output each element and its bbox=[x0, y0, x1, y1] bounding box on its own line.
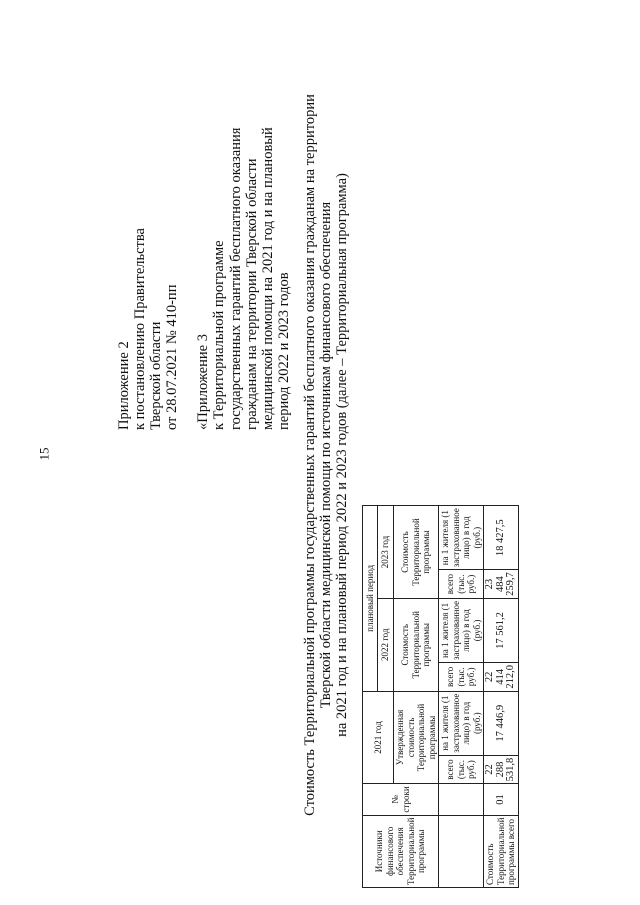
appendix-2-line: к постановлению Правительства bbox=[132, 228, 148, 430]
appendix-3-line: к Территориальной программе bbox=[211, 240, 228, 430]
header-2022: 2022 год bbox=[378, 598, 394, 691]
appendix-3-line: гражданам на территории Тверской области bbox=[243, 158, 260, 430]
header-per-resident-2023: на 1 жителя (1 застрахованное лицо) в год (руб.) bbox=[439, 506, 484, 570]
header-cost-2022: Стоимость Территориальной программы bbox=[394, 598, 439, 691]
header-empty bbox=[439, 784, 484, 815]
document-title bbox=[302, 55, 351, 855]
cell-2023-total: 23 484 259,7 bbox=[484, 570, 519, 599]
appendix-2-line: от 28.07.2021 № 410-пп bbox=[164, 284, 180, 430]
cell-2023-per-resident: 18 427,5 bbox=[484, 506, 519, 570]
appendix-3-line: медицинской помощи на 2021 год и на плановый bbox=[260, 127, 277, 430]
cell-2021-per-resident: 17 446,9 bbox=[484, 691, 519, 755]
header-total-2023: всего (тыс. руб.) bbox=[439, 570, 484, 599]
header-planned-period: плановый период bbox=[363, 506, 378, 691]
appendix-3-line: государственных гарантий бесплатного оказания bbox=[227, 127, 244, 430]
cell-2022-total: 22 414 212,0 bbox=[484, 663, 519, 692]
header-total-2021: всего (тыс. руб.) bbox=[439, 755, 484, 784]
header-source: Источники финансового обеспечения Территориальной программы bbox=[363, 815, 439, 887]
title-line: на 2021 год и на плановый период 2022 и 2023 годов (далее – Территориальная программа) bbox=[334, 173, 351, 737]
appendix-2-header bbox=[116, 70, 180, 430]
table-row bbox=[484, 506, 519, 888]
header-per-resident-2021: на 1 жителя (1 застрахованное лицо) в год (руб.) bbox=[439, 691, 484, 755]
row-label: Стоимость Территориальной программы всего bbox=[484, 815, 519, 887]
header-cost-2023: Стоимость Территориальной программы bbox=[394, 506, 439, 599]
appendix-2-line: Тверской области bbox=[148, 321, 164, 430]
row-number: 01 bbox=[484, 784, 519, 815]
appendix-3-header bbox=[195, 70, 293, 430]
header-empty bbox=[439, 815, 484, 887]
header-total-2022: всего (тыс. руб.) bbox=[439, 663, 484, 692]
appendix-2-line: Приложение 2 bbox=[116, 341, 132, 430]
appendix-3-line: период 2022 и 2023 годов bbox=[276, 272, 293, 430]
header-per-resident-2022: на 1 жителя (1 застрахованное лицо) в год (руб.) bbox=[439, 598, 484, 662]
cost-table bbox=[362, 505, 519, 888]
title-line: Стоимость Территориальной программы государственных гарантий бесплатного оказания гражданам на территории bbox=[302, 94, 318, 816]
header-row-no: № строки bbox=[363, 784, 439, 815]
header-2021: 2021 год bbox=[363, 691, 394, 784]
cell-2022-per-resident: 17 561,2 bbox=[484, 598, 519, 662]
page-number: 15 bbox=[36, 447, 52, 461]
title-line: Тверской области медицинской помощи по источникам финансового обеспечения bbox=[318, 201, 335, 709]
header-2023: 2023 год bbox=[378, 506, 394, 599]
appendix-3-line: «Приложение 3 bbox=[195, 334, 211, 430]
header-approved-cost: Утвержденная стоимость Территориальной программы bbox=[394, 691, 439, 784]
cell-2021-total: 22 288 531,8 bbox=[484, 755, 519, 784]
